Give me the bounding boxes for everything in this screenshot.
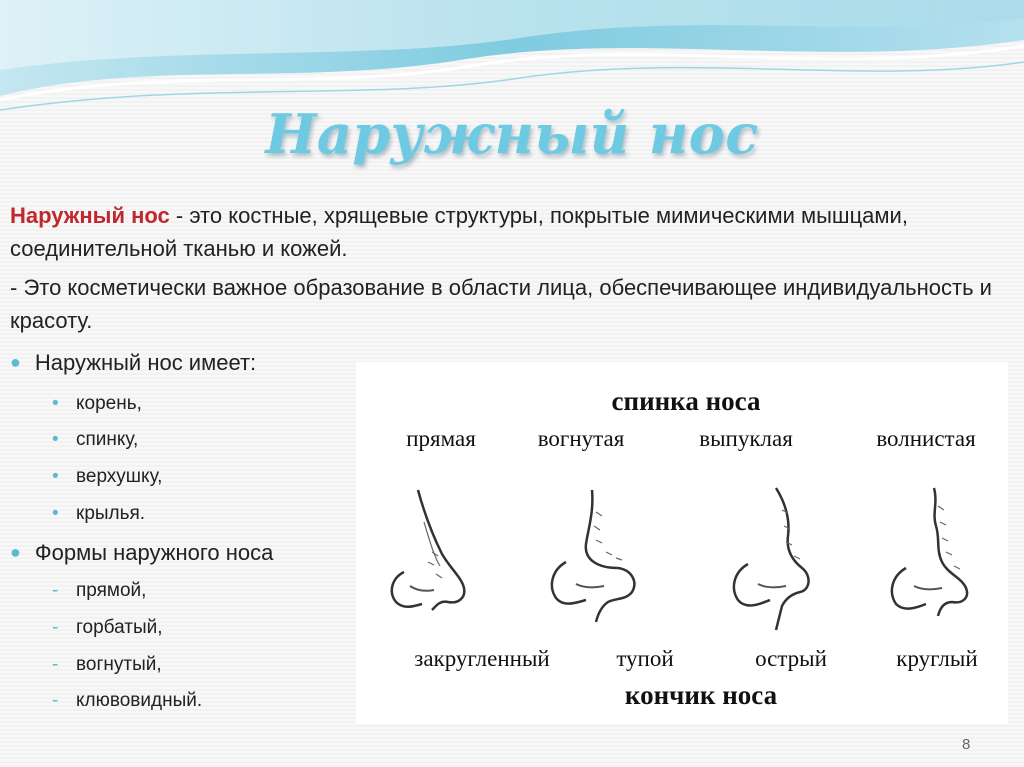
list-item-label: крылья. <box>76 503 146 524</box>
list-item <box>52 393 142 415</box>
note-paragraph: - Это косметически важное образование в области лица, обеспечивающее индивидуальность и красоту. <box>10 275 992 333</box>
nose-convex-icon <box>714 480 834 635</box>
list-item <box>52 654 162 676</box>
bullet-icon: • <box>52 429 59 450</box>
list-item <box>52 503 145 525</box>
page-number: 8 <box>962 736 971 753</box>
bridge-label: вогнутая <box>537 426 625 451</box>
list-item-label: вогнутый, <box>76 654 162 675</box>
dash-icon: - <box>52 654 59 675</box>
bullet-icon: • <box>52 393 59 414</box>
term-highlight: Наружный нос <box>10 203 170 228</box>
list-item-label: верхушку, <box>76 466 163 487</box>
bridge-label: волнистая <box>876 426 976 451</box>
list-item <box>52 429 138 451</box>
nose-concave-icon <box>536 482 656 632</box>
list-item <box>52 617 163 639</box>
bullet-icon: ● <box>10 352 21 372</box>
bullet-icon: • <box>52 503 59 524</box>
list-item <box>52 466 162 488</box>
slide-title: Наружный нос <box>265 102 759 166</box>
nose-straight-icon <box>374 482 484 632</box>
list-item-label: спинку, <box>76 429 139 450</box>
list-item-label: горбатый, <box>76 617 163 638</box>
parts-heading <box>10 350 256 376</box>
nose-shapes-figure <box>356 362 1008 724</box>
list-item-label: прямой, <box>76 580 147 601</box>
list-item-label: корень, <box>76 393 142 414</box>
forms-heading <box>10 540 273 566</box>
figure-top-heading: спинка носа <box>611 386 761 416</box>
tip-label: закругленный <box>414 646 550 671</box>
bullet-icon: ● <box>10 542 21 562</box>
tip-label: острый <box>755 646 827 671</box>
list-item <box>52 690 202 712</box>
list-item-label: клювовидный. <box>76 690 203 711</box>
tip-label: круглый <box>896 646 978 671</box>
parts-heading-label: Наружный нос имеет: <box>34 350 257 375</box>
figure-bottom-heading: кончик носа <box>624 680 778 710</box>
dash-icon: - <box>52 580 59 601</box>
dash-icon: - <box>52 690 59 711</box>
bullet-icon: • <box>52 466 59 487</box>
definition-paragraph <box>10 199 1015 265</box>
definition-text: - это костные, хрящевые структуры, покрытые мимическими мышцами, соединительной тканью и кожей. <box>10 203 908 261</box>
list-item <box>52 580 146 602</box>
tip-label: тупой <box>616 646 674 671</box>
dash-icon: - <box>52 617 59 638</box>
forms-heading-label: Формы наружного носа <box>34 540 274 565</box>
nose-wavy-icon <box>876 482 986 632</box>
bridge-label: прямая <box>406 426 476 451</box>
bridge-label: выпуклая <box>699 426 793 451</box>
